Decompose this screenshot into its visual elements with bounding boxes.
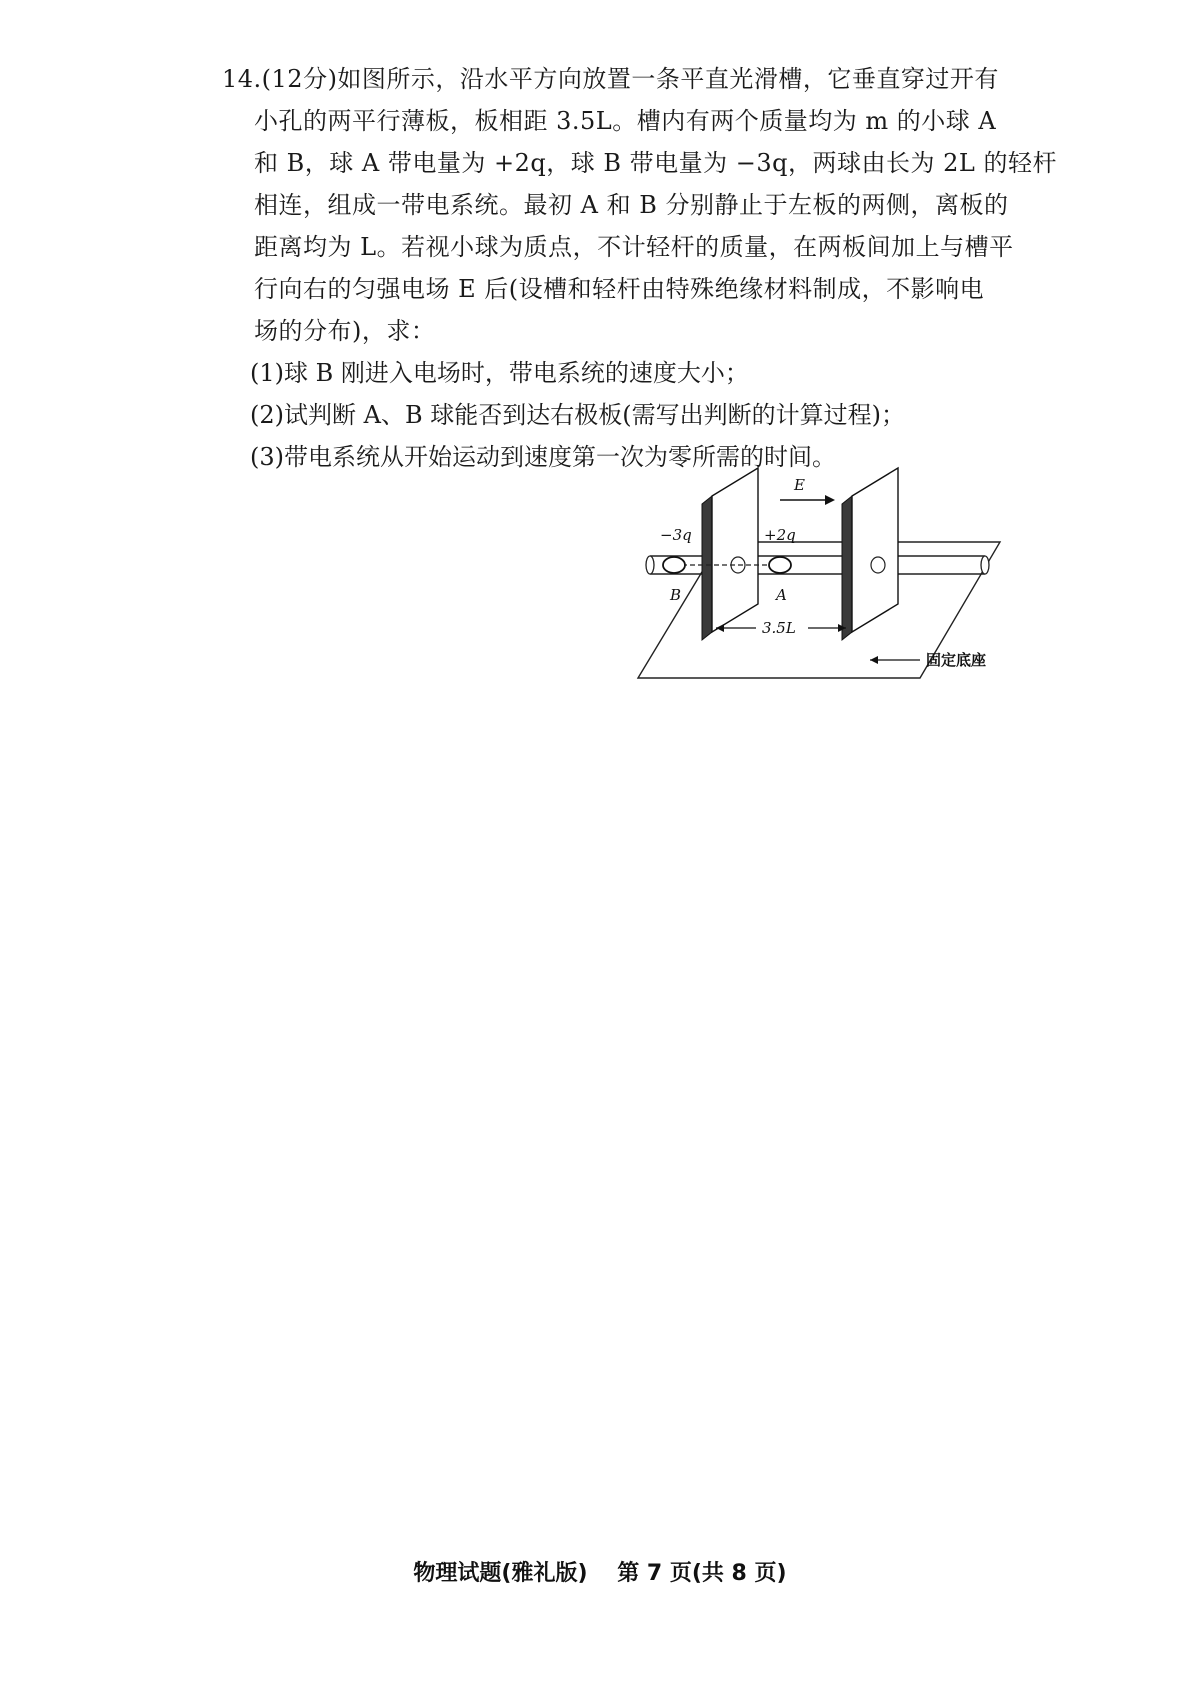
- ball-a-label: A: [776, 586, 787, 604]
- question-14: [222, 58, 1057, 478]
- question-line: 距离均为 L。若视小球为质点，不计轻杆的质量，在两板间加上与槽平: [254, 233, 1014, 261]
- ball-a: [769, 557, 791, 573]
- question-line: 相连，组成一带电系统。最初 A 和 B 分别静止于左板的两侧，离板的: [254, 191, 1009, 219]
- ball-b: [663, 557, 685, 573]
- question-line: 场的分布)，求：: [254, 317, 436, 345]
- field-arrowhead: [825, 495, 835, 505]
- apparatus-diagram: [630, 460, 1010, 690]
- base-pointer-arrowhead: [870, 656, 878, 664]
- groove-tube: [646, 556, 989, 574]
- subquestion-1: (1)球 B 刚进入电场时，带电系统的速度大小；: [250, 359, 749, 387]
- apparatus-figure: [630, 460, 1010, 690]
- ball-b-label: B: [670, 586, 682, 604]
- question-line: 14.(12分)如图所示，沿水平方向放置一条平直光滑槽，它垂直穿过开有: [222, 65, 999, 93]
- subquestion-2: (2)试判断 A、B 球能否到达右极板(需写出判断的计算过程)；: [250, 401, 905, 429]
- charge-a-label: +2q: [764, 526, 796, 544]
- question-line: 小孔的两平行薄板，板相距 3.5L。槽内有两个质量均为 m 的小球 A: [254, 107, 997, 135]
- left-plate: [702, 468, 758, 640]
- charge-b-label: −3q: [660, 526, 692, 544]
- footer-subject: 物理试题(雅礼版): [413, 1561, 588, 1586]
- question-line: 行向右的匀强电场 E 后(设槽和轻杆由特殊绝缘材料制成，不影响电: [254, 275, 985, 303]
- subquestion-3: (3)带电系统从开始运动到速度第一次为零所需的时间。: [250, 443, 836, 471]
- right-plate: [842, 468, 898, 640]
- distance-label: 3.5L: [762, 619, 796, 637]
- base-label: 固定底座: [926, 651, 987, 669]
- footer-page-number: 第 7 页(共 8 页): [617, 1561, 787, 1586]
- field-label: E: [794, 476, 805, 494]
- page-footer: [0, 1556, 1200, 1587]
- question-line: 和 B，球 A 带电量为 +2q，球 B 带电量为 −3q，两球由长为 2L 的轻杆: [254, 149, 1057, 177]
